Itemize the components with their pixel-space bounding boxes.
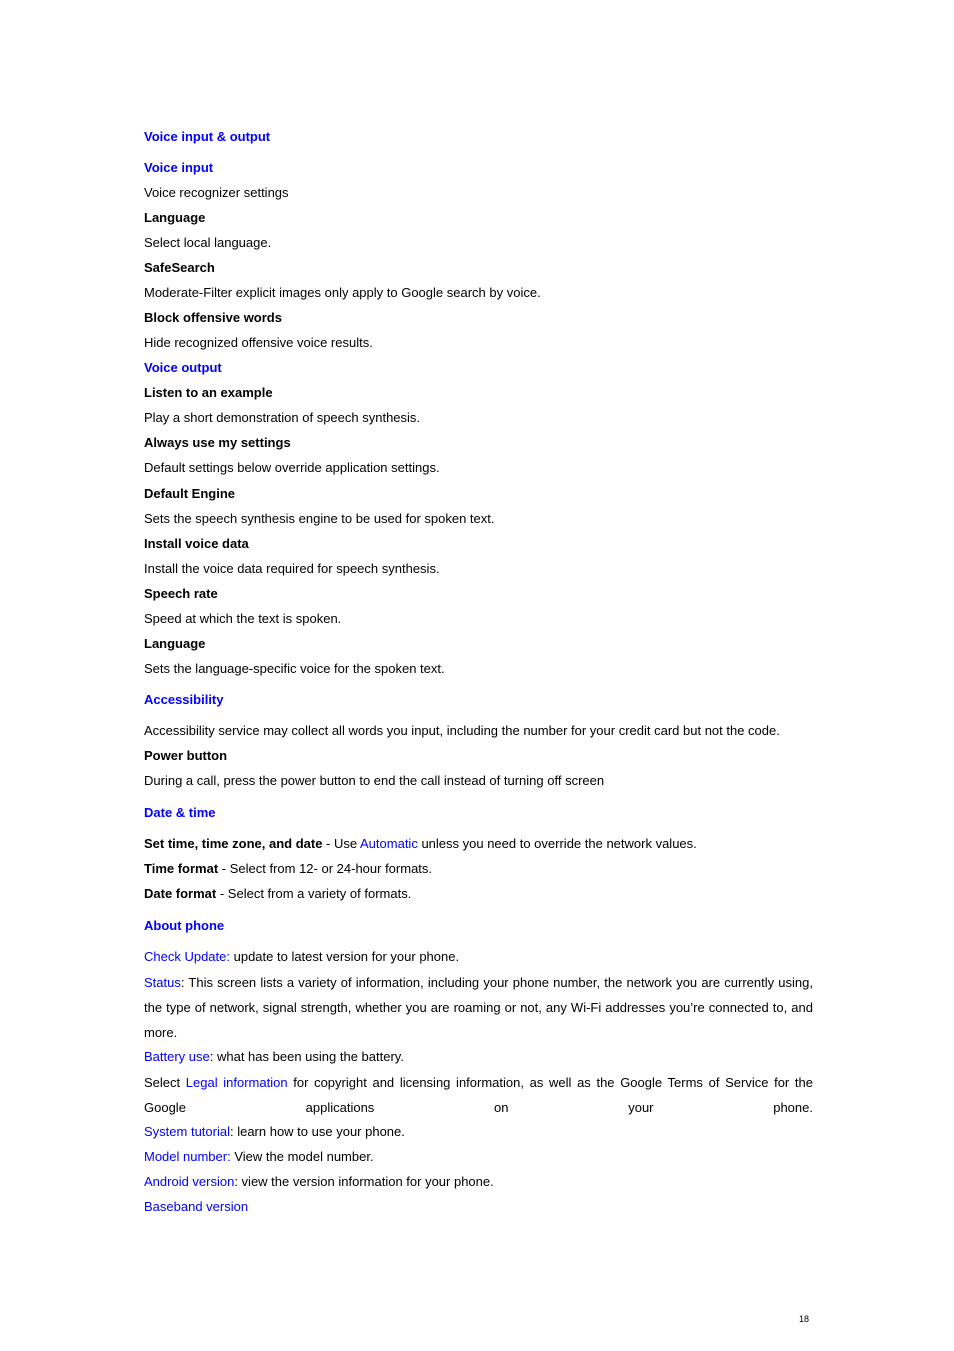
android-version-line [144, 1174, 494, 1190]
battery-use-desc: : what has been using the battery. [209, 1049, 404, 1064]
system-tutorial-line [144, 1124, 405, 1140]
set-time-post: unless you need to override the network values. [417, 836, 697, 851]
check-update-link[interactable]: Check Update: [144, 949, 230, 964]
time-format-line [144, 861, 432, 877]
android-version-desc: : view the version information for your phone. [234, 1174, 494, 1189]
power-button-label: Power button [144, 748, 228, 763]
status-paragraph [144, 970, 813, 1045]
speech-rate-label: Speech rate [144, 586, 218, 601]
subheading-voice-output: Voice output [144, 360, 222, 375]
time-format-label: Time format [144, 861, 219, 876]
page-number: 18 [799, 1314, 810, 1324]
install-voice-label: Install voice data [144, 536, 249, 551]
legal-paragraph [144, 1070, 813, 1120]
set-time-pre: - Use [322, 836, 361, 851]
subheading-voice-input: Voice input [144, 160, 214, 175]
android-version-link[interactable]: Android version [144, 1174, 235, 1189]
battery-use-link[interactable]: Battery use [144, 1049, 210, 1064]
system-tutorial-desc: : learn how to use your phone. [229, 1124, 405, 1139]
language-output-desc: Sets the language-specific voice for the spoken text. [144, 661, 445, 676]
language-desc: Select local language. [144, 235, 272, 250]
set-time-line [144, 836, 697, 852]
default-engine-label: Default Engine [144, 486, 236, 501]
section-title-accessibility: Accessibility [144, 692, 224, 707]
language-output-label: Language [144, 636, 206, 651]
voice-recognizer-text: Voice recognizer settings [144, 185, 289, 200]
baseband-version-link[interactable]: Baseband version [144, 1199, 249, 1214]
automatic-link[interactable]: Automatic [360, 836, 418, 851]
install-voice-desc: Install the voice data required for speech synthesis. [144, 561, 440, 576]
legal-information-link[interactable]: Legal information [185, 1075, 288, 1090]
date-format-label: Date format [144, 886, 217, 901]
time-format-desc: - Select from 12- or 24-hour formats. [218, 861, 433, 876]
model-number-link[interactable]: Model number: [144, 1149, 231, 1164]
battery-use-line [144, 1049, 404, 1065]
listen-example-desc: Play a short demonstration of speech synthesis. [144, 410, 421, 425]
set-time-label: Set time, time zone, and date [144, 836, 323, 851]
section-title-about-phone: About phone [144, 918, 225, 933]
legal-pre: Select [144, 1075, 186, 1090]
status-link[interactable]: Status [144, 975, 181, 990]
status-desc: : This screen lists a variety of information, including your phone number, the network you are currently using, the type of network, signal strength, whether you are roaming or not, any Wi-Fi addresses you’re connected to, and more. [144, 975, 813, 1040]
block-offensive-label: Block offensive words [144, 310, 282, 325]
date-format-desc: - Select from a variety of formats. [216, 886, 412, 901]
legal-desc: for copyright and licensing information, as well as the Google Terms of Service for the Google applications on your phone. [144, 1075, 813, 1115]
date-format-line [144, 886, 411, 902]
language-label: Language [144, 210, 206, 225]
model-number-desc: View the model number. [230, 1149, 374, 1164]
accessibility-desc: Accessibility service may collect all words you input, including the number for your credit card but not the code. [144, 723, 780, 738]
model-number-line [144, 1149, 374, 1165]
check-update-line [144, 949, 459, 965]
always-settings-desc: Default settings below override application settings. [144, 460, 440, 475]
always-settings-label: Always use my settings [144, 435, 291, 450]
section-title-date-time: Date & time [144, 805, 216, 820]
block-offensive-desc: Hide recognized offensive voice results. [144, 335, 373, 350]
section-title-voice-io: Voice input & output [144, 129, 271, 144]
safesearch-label: SafeSearch [144, 260, 215, 275]
safesearch-desc: Moderate-Filter explicit images only apply to Google search by voice. [144, 285, 541, 300]
baseband-version-line [144, 1199, 248, 1215]
power-button-desc: During a call, press the power button to end the call instead of turning off screen [144, 773, 605, 788]
speech-rate-desc: Speed at which the text is spoken. [144, 611, 342, 626]
listen-example-label: Listen to an example [144, 385, 273, 400]
check-update-desc: update to latest version for your phone. [230, 949, 460, 964]
default-engine-desc: Sets the speech synthesis engine to be used for spoken text. [144, 511, 495, 526]
system-tutorial-link[interactable]: System tutorial [144, 1124, 230, 1139]
